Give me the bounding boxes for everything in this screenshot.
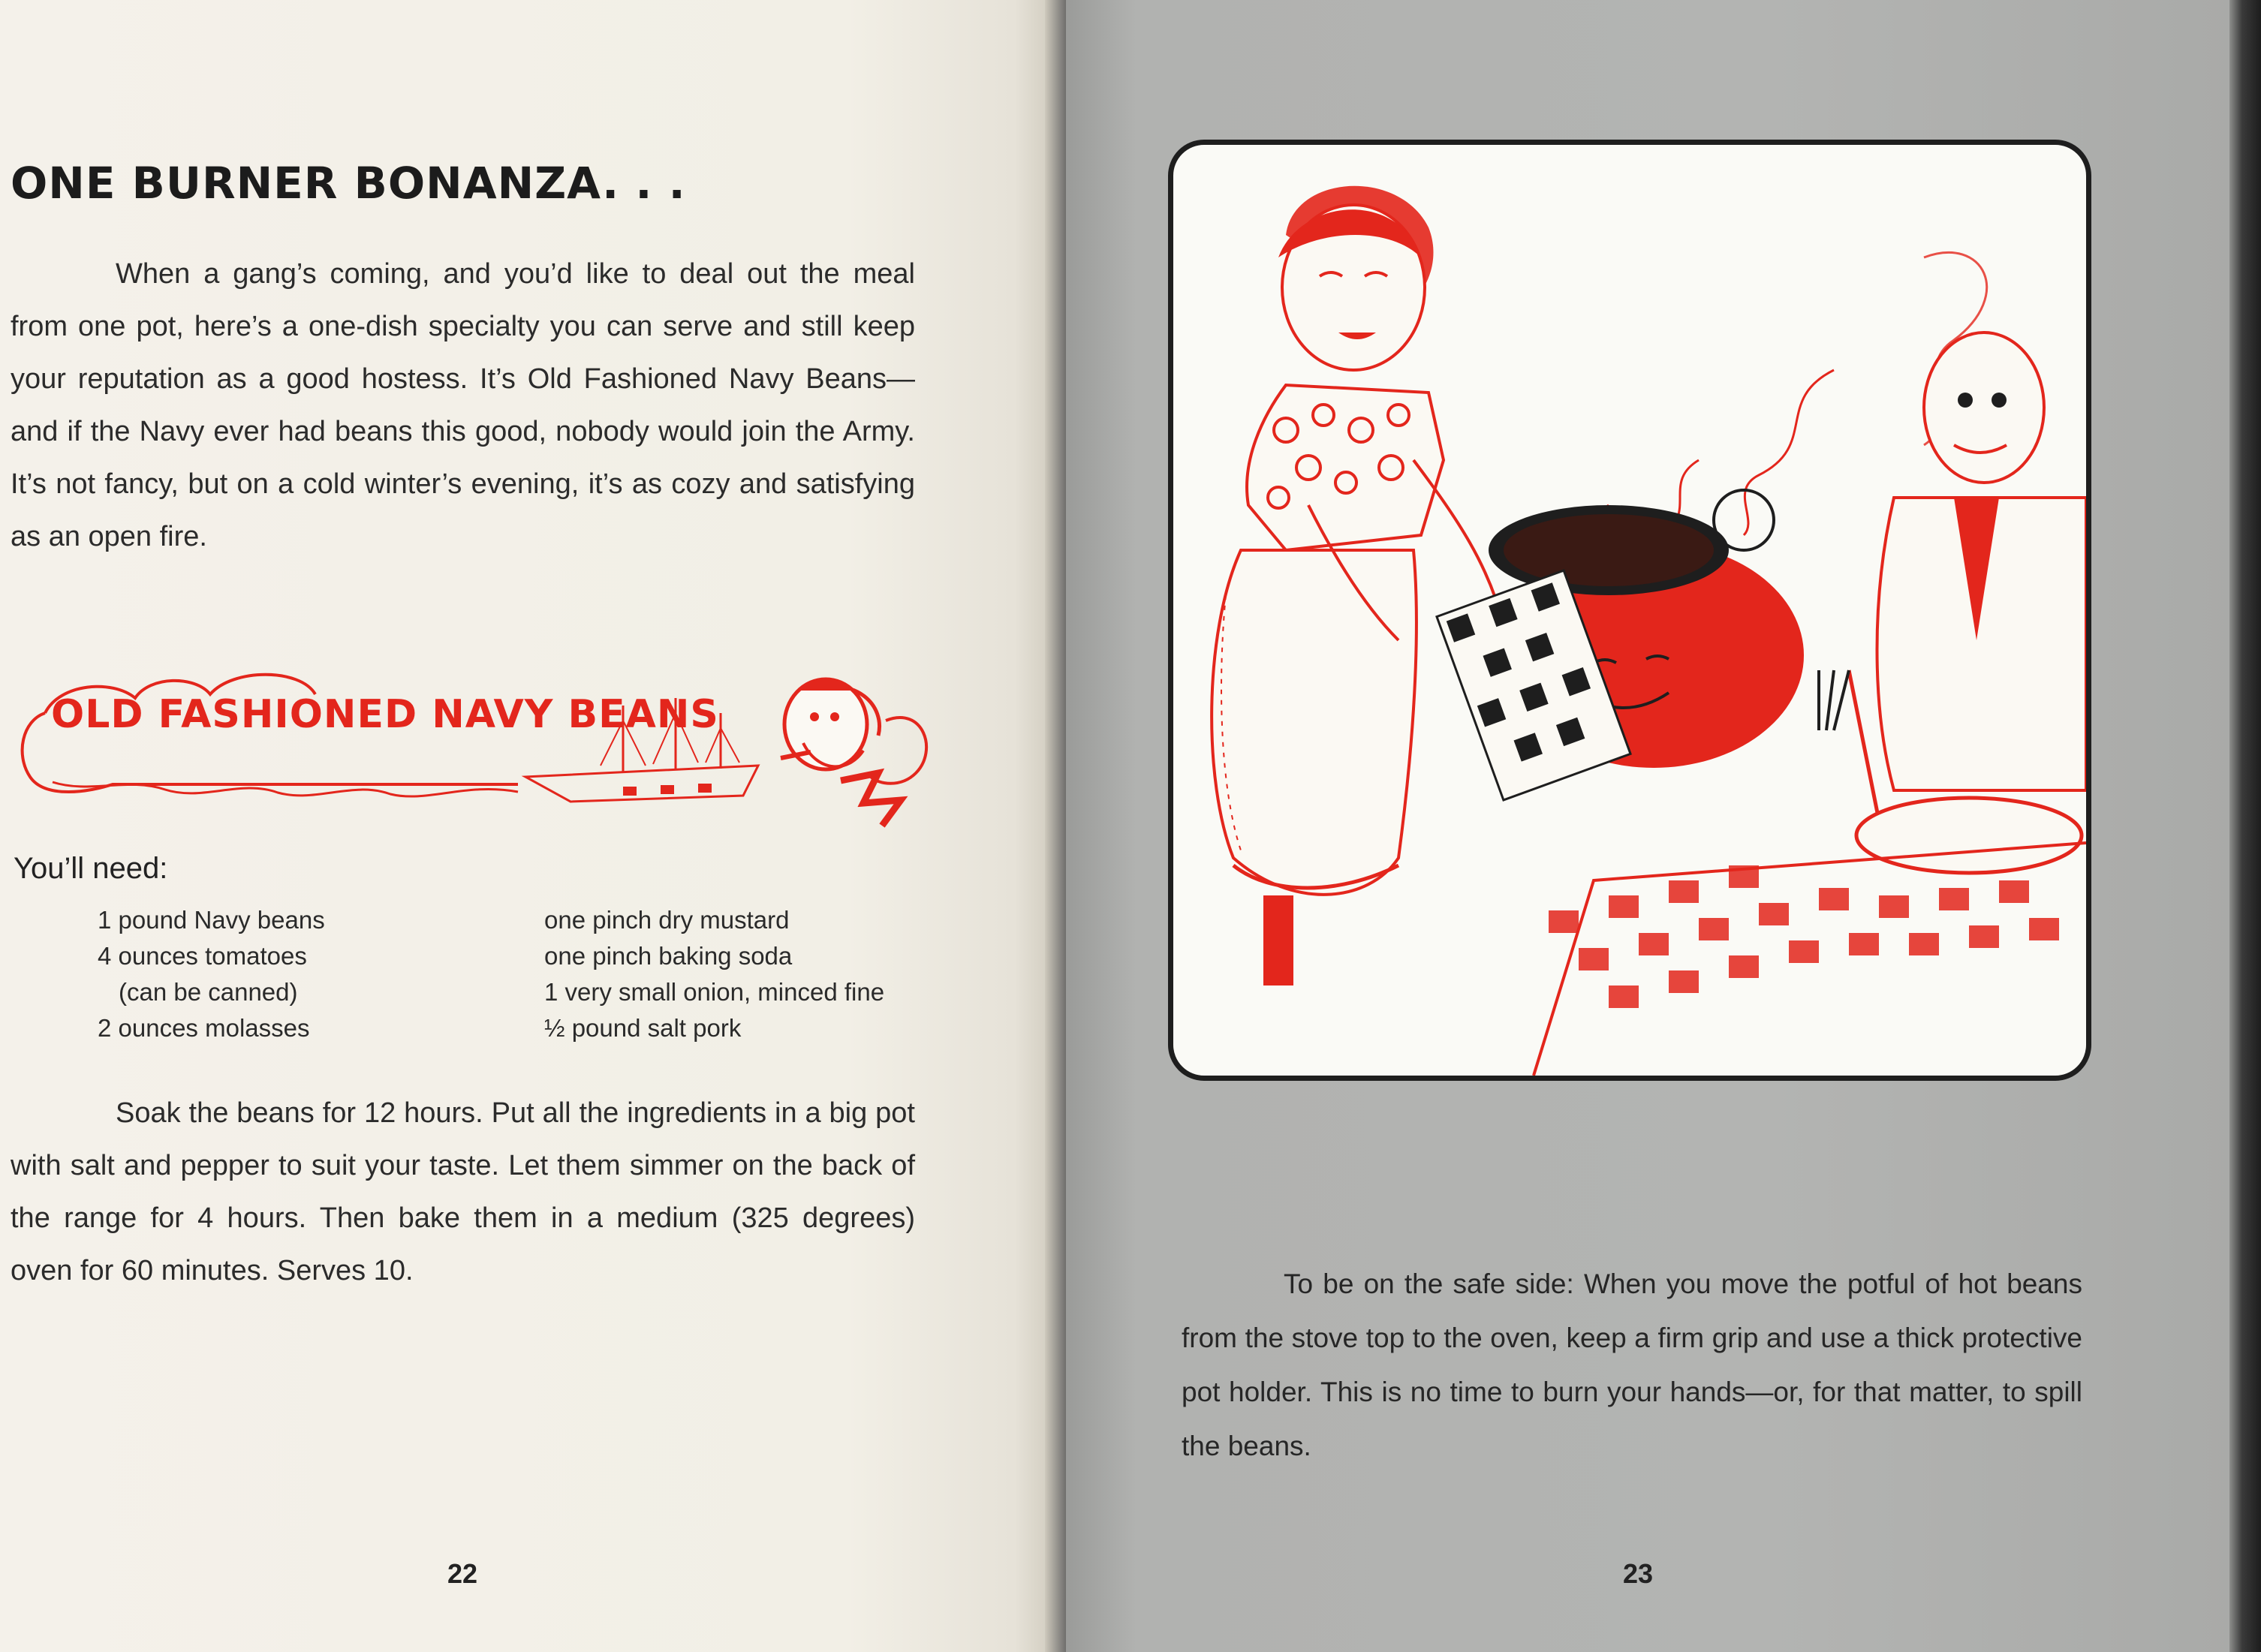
ingredients-list-right	[544, 902, 884, 1046]
page-number-left: 22	[447, 1558, 478, 1589]
page-edge-shadow	[2229, 0, 2261, 1652]
ingredient-item: 4 ounces tomatoes	[98, 942, 307, 970]
page-number-right: 23	[1623, 1558, 1654, 1589]
page-heading: ONE BURNER BONANZA. . .	[11, 158, 686, 209]
ingredients-label: You’ll need:	[14, 852, 168, 885]
instructions-paragraph: Soak the beans for 12 hours. Put all the ingredients in a big pot with salt and pepper to suit your taste. Let them simmer on the back of the range for 4 hours. Then bake them in a medium (325 degrees) oven for 60 minutes. Serves 10.	[11, 1097, 915, 1286]
ingredient-note: (can be canned)	[119, 978, 298, 1006]
safety-tip-paragraph: To be on the safe side: When you move the potful of hot beans from the stove top to the oven, keep a firm grip and use a thick protective pot holder. This is no time to burn your hands—or, for that matter, to spill the beans.	[1182, 1268, 2082, 1461]
ingredient-item: 2 ounces molasses	[98, 1014, 310, 1042]
recipe-banner	[0, 623, 931, 848]
cartoon-illustration-frame	[1168, 140, 2091, 1081]
recipe-title: OLD FASHIONED NAVY BEANS	[51, 692, 719, 737]
ingredients-list-left	[98, 902, 325, 1046]
ingredient-item: 1 pound Navy beans	[98, 906, 325, 934]
ingredient-item: one pinch baking soda	[544, 942, 793, 970]
left-page	[0, 0, 1057, 1652]
hostess-serving-beans-illustration	[1173, 145, 2086, 1076]
ingredient-item: one pinch dry mustard	[544, 906, 790, 934]
ingredient-item: 1 very small onion, minced fine	[544, 978, 885, 1006]
ingredient-item: ½ pound salt pork	[544, 1014, 742, 1042]
intro-paragraph: When a gang’s coming, and you’d like to deal out the meal from one pot, here’s a one-dish specialty you can serve and still keep your reputation as a good hostess. It’s Old Fashioned Navy Beans—and if the Navy ever had beans this good, nobody would join the Army. It’s not fancy, but on a cold winter’s evening, it’s as cozy and satisfying as an open fire.	[11, 258, 915, 552]
